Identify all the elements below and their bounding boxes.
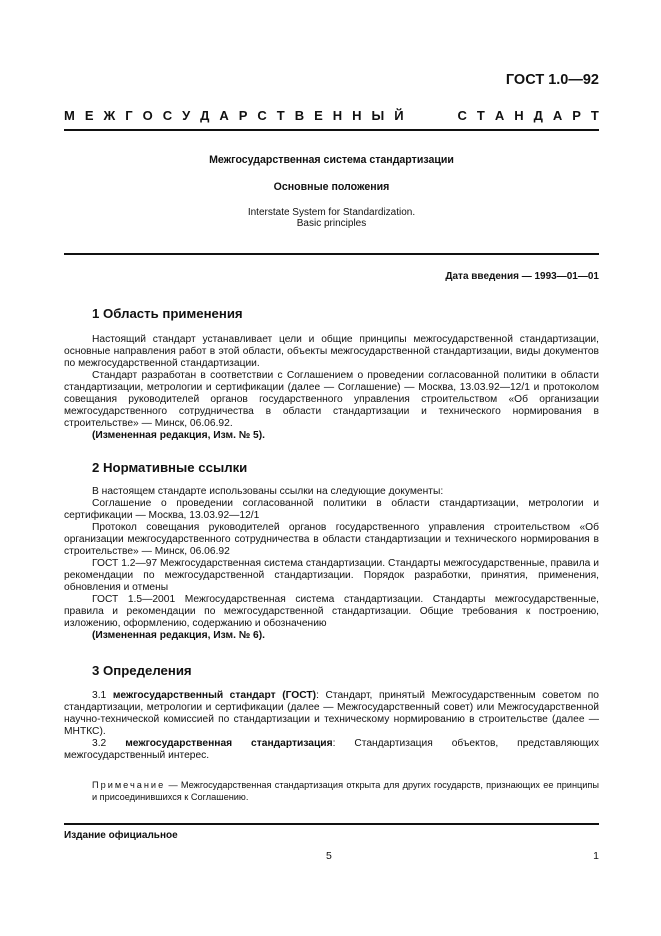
definition-3-1-term: межгосударственный стандарт (ГОСТ)	[112, 690, 317, 701]
definition-3-1	[64, 690, 599, 738]
introduction-date: Дата введения — 1993—01—01	[445, 271, 599, 282]
definition-3-2	[64, 738, 599, 762]
section-2-heading: 2 Нормативные ссылки	[92, 460, 248, 475]
definition-3-1-number: 3.1	[92, 690, 113, 701]
definition-3-1-text: : Стандарт, принятый Межгосударственным советом по стандартизации, метрологии и сертификации (далее — Межгосударственный совет) или Межгосударственной научно-технической комиссией по стандартизации и техническому нормированию в строительстве (далее — МНТКС).	[64, 690, 599, 737]
section-2-body	[64, 486, 599, 642]
english-title-line-2: Basic principles	[296, 218, 367, 229]
banner-letter: О	[142, 108, 153, 123]
page-number-right: 1	[593, 850, 599, 862]
section-2-amendment: (Измененная редакция, Изм. № 6).	[92, 630, 266, 641]
banner-letter: Ж	[103, 108, 116, 123]
definition-3-2-term: межгосударственная стандартизация	[125, 738, 333, 749]
definition-3-2-number: 3.2	[92, 738, 126, 749]
section-3-heading: 3 Определения	[92, 663, 192, 678]
english-title-line-1: Interstate System for Standardization.	[247, 207, 416, 218]
gost-code: ГОСТ 1.0—92	[505, 72, 599, 88]
page-number-center: 5	[326, 850, 332, 862]
section-2-paragraph-2: Соглашение о проведении согласованной политики в области стандартизации, метрологии и сертификации — Москва, 13.03.92—12/1	[64, 498, 599, 521]
system-title: Межгосударственная система стандартизации	[209, 154, 454, 166]
definition-3-2-text: : Стандартизация объектов, представляющих межгосударственный интерес.	[64, 738, 599, 761]
english-title	[64, 207, 599, 229]
section-3-body	[64, 690, 599, 762]
banner-letter: У	[182, 108, 191, 123]
banner-letter: Н	[514, 108, 524, 123]
banner-letter: Т	[476, 108, 485, 123]
note-label: Примечание	[92, 780, 166, 790]
banner-letter: Р	[572, 108, 581, 123]
banner-letter: А	[494, 108, 505, 123]
banner-letter: В	[294, 108, 305, 123]
banner-letter: Т	[590, 108, 599, 123]
banner-letter: Д	[200, 108, 210, 123]
banner-letter: Н	[332, 108, 343, 123]
banner-letter: Ы	[371, 108, 385, 123]
note	[92, 779, 599, 803]
banner-gap	[414, 108, 448, 123]
banner-letter: Е	[84, 108, 94, 123]
banner-letter: Г	[125, 108, 133, 123]
section-1-paragraph-2: Стандарт разработан в соответствии с Соглашением о проведении согласованной политики в области стандартизации, метрологии и сертификации (далее — Соглашение) — Москва, 13.03.92—12/1 и протоколом совещания руководителей органов государственного управления строительством «Об организации межгосударственного сотрудничества в области стандартизации и технического нормирования в строительстве» — Минск, 06.06.92.	[64, 370, 599, 429]
banner-letter: М	[64, 108, 75, 123]
section-1-paragraph-1: Настоящий стандарт устанавливает цели и общие принципы межгосударственной стандартизации, основные направления работ в этой области, объекты межгосударственной стандартизации, виды документов по межгосударственной стандартизации.	[64, 334, 599, 369]
banner-letter: А	[552, 108, 563, 123]
banner-letter: Н	[352, 108, 362, 123]
top-rule	[64, 129, 599, 131]
section-2-paragraph-4: ГОСТ 1.2—97 Межгосударственная система стандартизации. Стандарты межгосударственные, правила и рекомендации по межгосударственной стандартизации. Порядок разработки, принятия, применения, обновления и отмены	[64, 558, 599, 593]
section-2-paragraph-1: В настоящем стандарте использованы ссылки на следующие документы:	[92, 486, 444, 497]
banner-letter: А	[219, 108, 229, 123]
banner-letter: Р	[238, 108, 248, 123]
title-rule	[64, 253, 599, 255]
bottom-rule	[64, 823, 599, 825]
section-1-heading: 1 Область применения	[92, 306, 243, 321]
standard-banner	[64, 108, 599, 123]
section-1-body	[64, 334, 599, 442]
subject-title: Основные положения	[273, 181, 390, 193]
section-2-paragraph-5: ГОСТ 1.5—2001 Межгосударственная система стандартизации. Стандарты межгосударственные, правила и рекомендации по межгосударственной стандартизации. Общие требования к построению, изложению, оформлению, содержанию и обозначению	[64, 594, 599, 629]
note-text: — Межгосударственная стандартизация открыта для других государств, признающих ее принципы и присоединившихся к Соглашению.	[92, 780, 599, 802]
banner-letter: Й	[394, 108, 404, 123]
banner-letter: Д	[533, 108, 543, 123]
banner-letter: С	[162, 108, 173, 123]
section-2-paragraph-3: Протокол совещания руководителей органов государственного управления строительством «Об организации межгосударственного сотрудничества в области стандартизации и технического нормирования в строительстве» — Минск, 06.06.92	[64, 522, 599, 557]
banner-letter: С	[257, 108, 267, 123]
banner-letter: Т	[276, 108, 285, 123]
section-1-amendment: (Измененная редакция, Изм. № 5).	[92, 430, 266, 441]
official-edition-label: Издание официальное	[64, 830, 178, 841]
banner-letter: Е	[314, 108, 323, 123]
banner-letter: С	[457, 108, 467, 123]
